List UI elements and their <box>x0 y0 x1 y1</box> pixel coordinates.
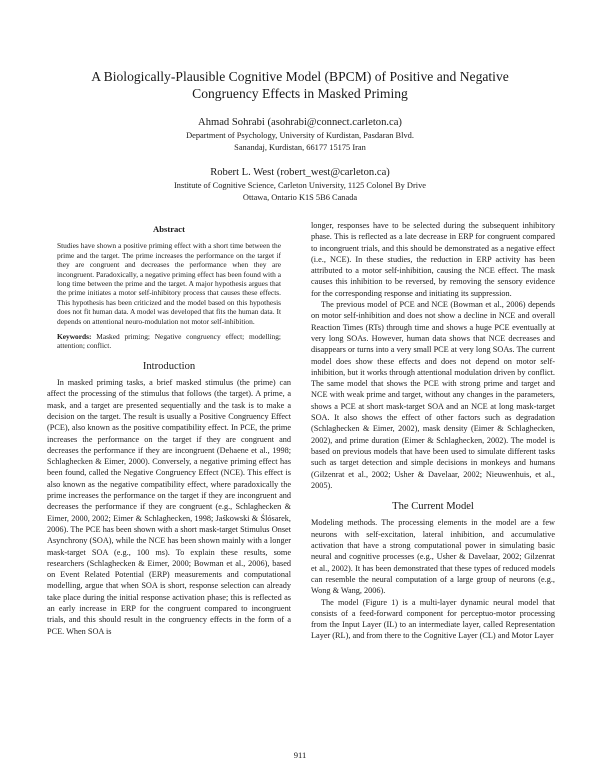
keywords <box>57 332 281 351</box>
intro-paragraph-1: In masked priming tasks, a brief masked stimulus (the prime) can affect the processing of the stimulus that follows (the target). A prime, a mask, and a target are presented sequentially and the task is to make a decision on the target. The result is usually a Positive Congruency Effect (PCE), also known as the positive compatibility effect. In PCE, the prime increases the performance on the target if they are congruent and decreases the performance if they are incongruent (Dehaene et al., 1998; Schlaghecken & Eimer, 2000). Conversely, a negative priming effect has been found, called the Negative Congruency Effect (NCE). This effect is also known as the negative compatibility effect, where paradoxically the prime increases the performance on the target if they are incongruent and decreases the performance if they are congruent (e.g., Schlaghecken & Eimer, 2000, 2002; Eimer & Schlaghecken, 1998; Jaśkowski & Ślósarek, 2006). The PCE has been shown with a short mask-target Stimulus Onset Asynchrony (SOA), while the NCE has been shown mainly with a longer mask-target SOA (e.g., 100 ms). To explain these results, some researchers (Schlaghecken & Eimer, 2000; Bowman et al., 2006), based on Event Related Potential (ERP) measurements and computational modelling, argue that when SOA is short, response selection can already take place during the initial response activation phase; this is reflected as an early increase in ERP for the congruent compared to incongruent trials, and this should result in the congruency effects in the form of a PCE. When SOA is <box>47 378 291 636</box>
abstract-paragraph: Studies have shown a positive priming effect with a short time between the prime and the target. The prime increases the performance on the target if they are congruent and decreases the performance when they are incongruent. Paradoxically, a negative priming effect has been found with a long time between the prime and the target. A major hypothesis argues that the prime initiates a motor self-inhibitory process that causes these effects. This hypothesis has been criticized and the model based on this hypothesis does not fit human data. A model was developed that fits the human data. It depends on attentional neuro-modulation not motor self-inhibition. <box>57 241 281 326</box>
author-block-1 <box>60 116 540 153</box>
author-affiliation: Institute of Cognitive Science, Carleton University, 1125 Colonel By Drive <box>174 181 426 190</box>
current-model-heading: The Current Model <box>392 501 474 513</box>
left-column <box>47 224 291 637</box>
author-affiliation: Ottawa, Ontario K1S 5B6 Canada <box>242 192 358 202</box>
paper-title <box>60 68 540 102</box>
abstract-heading: Abstract <box>153 224 185 234</box>
intro-paragraph-1-continued: longer, responses have to be selected during the subsequent inhibitory phase. This is reflected as a late decrease in ERP for congruent compared to incongruent trials, and this should be demonstrated as a negative effect (i.e., NCE). In these studies, the reduction in ERP activity has been attributed to a motor self-inhibition, causing the NCE effect. The mask causes this inhibition to be reversed, by removing the sensory evidence for the corresponding response and initiating its suppression. <box>311 221 555 298</box>
title-line-2: Congruency Effects in Masked Priming <box>192 86 408 101</box>
keywords-label: Keywords: <box>57 331 92 341</box>
intro-paragraph-2: The previous model of PCE and NCE (Bowman et al., 2006) depends on motor self-inhibition and does not show a decline in NCE and overall Reaction Times (RTs) through time and shows a huge PCE eventually at very long SOAs. However, human data shows that NCE decreases and disappears or turns into a very small PCE at very long SOAs. The current model does show these effects and does not depend on motor self-inhibition, but it works through attentional modulation driven by conflict. The same model that shows the PCE with strong prime and target and NCE with weak prime and target, without any changes in the parameters, shows a PCE at short mask-target SOA and an NCE at long mask-target SOA. It also shows the effect of other factors such as degradation (Schlaghecken & Eimer, 2002), mask density (Eimer & Schlaghecken, 2002), and prime duration (Eimer & Schlaghecken, 2002). The model is based on previous models that have been used to simulate different tasks such as target detection and simple decisions in monkeys and humans (Gilzenrat et al., 2002; Usher & Davelaar, 2002; Nieuwenhuis, et al., 2005). <box>311 300 555 490</box>
author-affiliation: Department of Psychology, University of Kurdistan, Pasdaran Blvd. <box>186 131 414 140</box>
title-line-1: A Biologically-Plausible Cognitive Model (BPCM) of Positive and Negative <box>91 69 509 84</box>
keywords-text: Masked priming; Negative congruency effect; modelling; attention; conflict. <box>57 331 281 351</box>
author-block-2 <box>60 166 540 203</box>
author-name: Robert L. West (robert_west@carleton.ca) <box>210 167 390 178</box>
author-name: Ahmad Sohrabi (asohrabi@connect.carleton.ca) <box>198 117 402 128</box>
page-number: 911 <box>293 750 307 760</box>
model-paragraph-2: The model (Figure 1) is a multi-layer dynamic neural model that consists of a feed-forward component for perceptuo-motor processing from the Input Layer (IL) to an intermediate layer, called Representation Layer (RL), and from there to the Cognitive Layer (CL) and Motor Layer <box>311 597 555 641</box>
model-paragraph-1: Modeling methods. The processing elements in the model are a few neurons with self-excitation, lateral inhibition, and accumulative activation that have a strong computational power in simulating basic neural and cognitive processes (e.g., Usher & Davelaar, 2002; Gilzenrat et al., 2002). It has been demonstrated that these types of reduced models can resemble the neural computation of a large group of neurons (e.g., Wong & Wang, 2006). <box>311 518 555 596</box>
right-column <box>311 220 555 642</box>
introduction-heading: Introduction <box>142 360 196 372</box>
abstract-text <box>57 241 281 326</box>
author-affiliation: Sanandaj, Kurdistan, 66177 15175 Iran <box>234 142 366 152</box>
